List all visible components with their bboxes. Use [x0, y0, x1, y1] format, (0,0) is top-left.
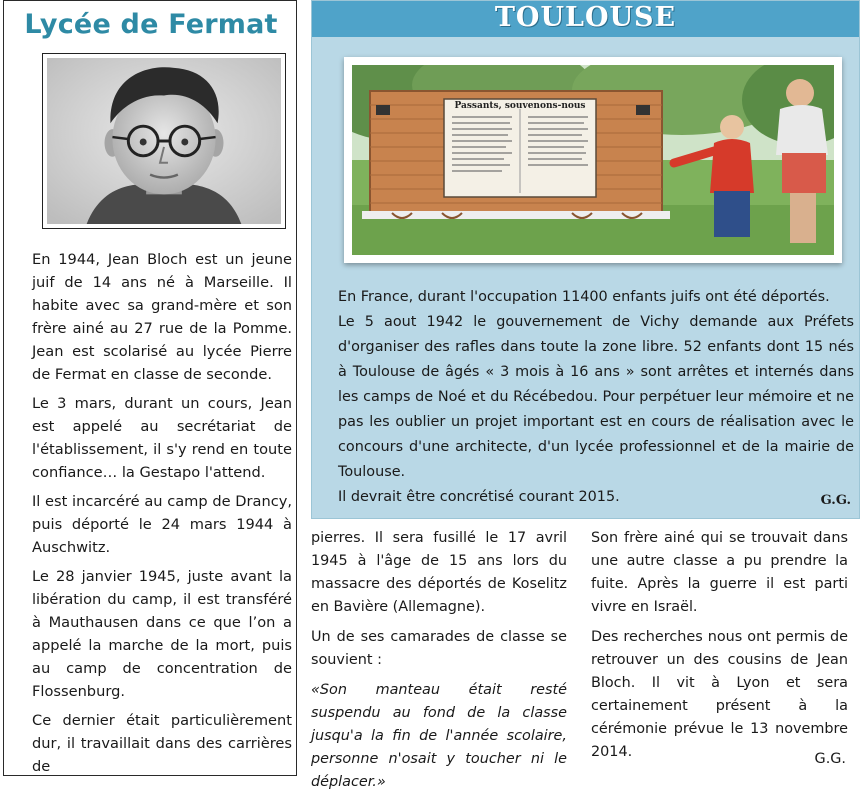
- left-paragraph: En 1944, Jean Bloch est un jeune juif de 14 ans né à Marseille. Il habite avec sa grand-mère et son frère ainé au 27 rue de la Pomme. Jean est scolarisé au lycée Pierre de Fermat en classe de seconde.: [32, 251, 292, 383]
- left-article-text: [32, 248, 292, 784]
- middle-paragraph: pierres. Il sera fusillé le 17 avril 1945 à l'âge de 15 ans lors du massacre des déportés de Koselitz en Bavière (Allemagne).: [311, 530, 567, 615]
- panel-title: TOULOUSE: [494, 2, 677, 33]
- panel-paragraph: Le 5 aout 1942 le gouvernement de Vichy demande aux Préfets d'organiser des rafles dans toute la zone libre. 52 enfants dont 15 nés à Toulouse de âgés « 3 mois à 16 ans » sont arrêtes et internés dans les camps de Noé et du Récébedou. Pour perpétuer leur mémoire et ne pas les oublier un projet important est en cours de réalisation avec le concours d'une architecte, d'un lycée professionnel et de la mairie de Toulouse.: [338, 314, 854, 480]
- plaque-title: Passants, souvenons-nous: [454, 101, 586, 111]
- portrait-photo: [42, 53, 286, 229]
- toulouse-panel: [311, 0, 860, 519]
- middle-paragraph: Un de ses camarades de classe se souvient :: [311, 629, 567, 668]
- panel-signature: G.G.: [820, 493, 851, 508]
- boy-portrait-image: [47, 58, 281, 224]
- memorial-wagon-image: [352, 65, 834, 255]
- memorial-photo: [344, 57, 842, 263]
- left-column-frame: [3, 0, 297, 776]
- classmate-quote: «Son manteau était resté suspendu au fond de la classe jusqu'a la fin de l'année scolaire, personne n'osait y toucher ni le déplacer.»: [311, 682, 567, 790]
- right-paragraph: Des recherches nous ont permis de retrouver un des cousins de Jean Bloch. Il vit à Lyon et sera certainement présent à la cérémonie prévue le 13 novembre 2014.: [591, 629, 848, 760]
- article-signature: G.G.: [814, 751, 846, 767]
- left-paragraph: Le 28 janvier 1945, juste avant la libération du camp, il est transféré à Mauthausen dans ce que l’on a appelé la marche de la mort, puis au camp de concentration de Flossenburg.: [32, 568, 292, 700]
- middle-column: [311, 527, 567, 801]
- left-paragraph: Il est incarcéré au camp de Drancy, puis déporté le 24 mars 1944 à Auschwitz.: [32, 493, 292, 556]
- left-paragraph: Ce dernier était particulièrement dur, il travaillait dans des carrières de: [32, 712, 292, 775]
- panel-article-text: [338, 285, 854, 510]
- panel-paragraph: En France, durant l'occupation 11400 enfants juifs ont été déportés.: [338, 289, 830, 305]
- right-column: [591, 527, 848, 771]
- right-paragraph: Son frère ainé qui se trouvait dans une autre classe a pu prendre la fuite. Après la guerre il est parti vivre en Israël.: [591, 530, 848, 615]
- left-title: Lycée de Fermat: [24, 9, 278, 40]
- left-paragraph: Le 3 mars, durant un cours, Jean est appelé au secrétariat de l'établissement, il s'y rend en toute confiance… la Gestapo l'attend.: [32, 395, 292, 481]
- panel-paragraph: Il devrait être concrétisé courant 2015.: [338, 489, 620, 505]
